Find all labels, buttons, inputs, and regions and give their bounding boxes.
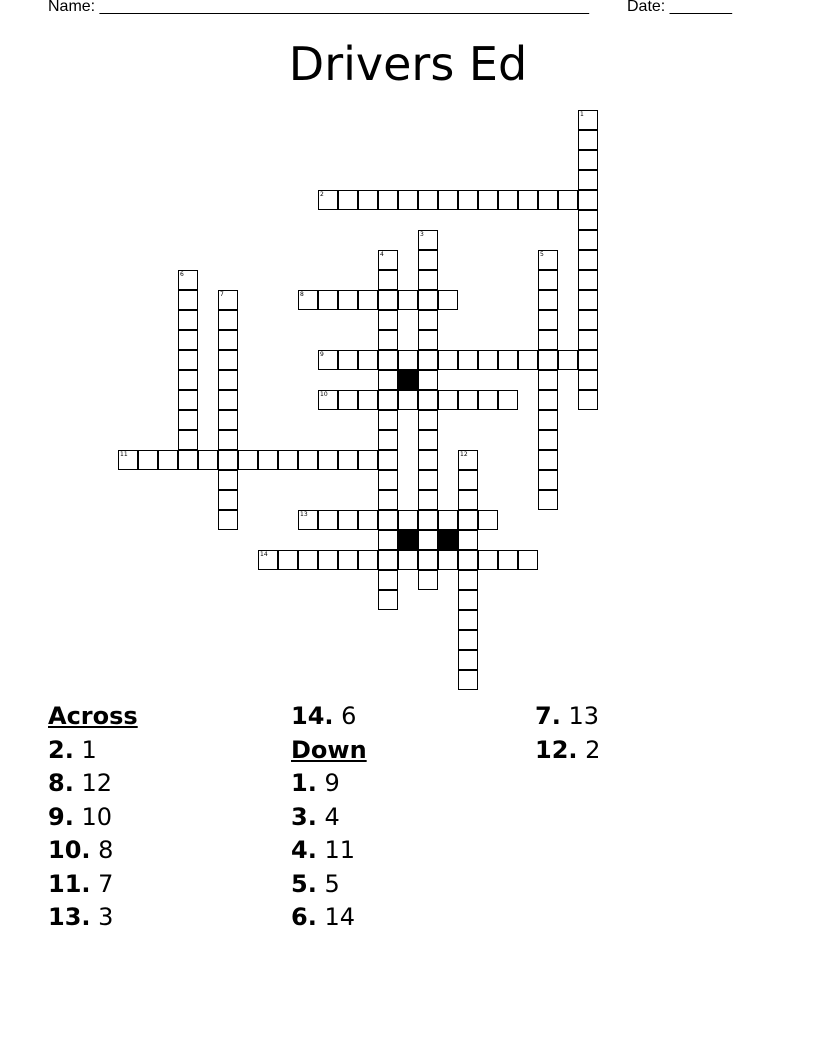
crossword-cell[interactable]	[578, 150, 598, 170]
crossword-cell[interactable]	[398, 550, 418, 570]
crossword-cell[interactable]	[498, 350, 518, 370]
clue-item-number: 4.	[291, 836, 317, 864]
crossword-cell[interactable]	[398, 290, 418, 310]
clue-number: 14	[260, 551, 268, 558]
crossword-cell[interactable]	[238, 450, 258, 470]
crossword-cell[interactable]	[338, 350, 358, 370]
crossword-cell[interactable]	[418, 430, 438, 450]
name-field-label: Name: _______________________________________________________	[48, 0, 589, 15]
crossword-cell[interactable]	[418, 370, 438, 390]
clue-item	[291, 801, 367, 835]
crossword-cell[interactable]	[538, 330, 558, 350]
clue-item	[48, 901, 138, 935]
crossword-cell[interactable]	[538, 490, 558, 510]
crossword-cell[interactable]	[338, 390, 358, 410]
clue-item	[291, 767, 367, 801]
crossword-cell[interactable]	[578, 110, 598, 130]
clue-item	[291, 700, 367, 734]
crossword-cell[interactable]	[418, 550, 438, 570]
clue-item-number: 5.	[291, 869, 317, 898]
crossword-cell[interactable]	[458, 470, 478, 490]
crossword-cell[interactable]	[178, 270, 198, 290]
clue-number: 7	[220, 291, 224, 298]
crossword-cell[interactable]	[418, 510, 438, 530]
crossword-cell[interactable]	[318, 290, 338, 310]
crossword-cell[interactable]	[218, 350, 238, 370]
clue-item-text: 2	[577, 735, 601, 764]
crossword-cell[interactable]	[538, 470, 558, 490]
crossword-cell[interactable]	[458, 390, 478, 410]
crossword-cell[interactable]	[218, 450, 238, 470]
crossword-cell[interactable]	[518, 550, 538, 570]
clue-item-number: 8.	[48, 769, 74, 797]
clue-item-text: 11	[316, 836, 355, 864]
clue-item-text: 10	[73, 802, 112, 831]
crossword-cell[interactable]	[378, 290, 398, 310]
crossword-cell[interactable]	[538, 250, 558, 270]
crossword-cell[interactable]	[278, 450, 298, 470]
clue-item-text: 4	[316, 802, 340, 831]
crossword-cell[interactable]	[358, 510, 378, 530]
clue-number: 2	[320, 191, 324, 198]
clue-number: 9	[320, 351, 324, 358]
crossword-cell[interactable]	[578, 350, 598, 370]
crossword-cell[interactable]	[358, 190, 378, 210]
crossword-cell[interactable]	[218, 410, 238, 430]
crossword-cell[interactable]	[458, 650, 478, 670]
crossword-cell[interactable]	[578, 270, 598, 290]
crossword-cell[interactable]	[418, 250, 438, 270]
crossword-cell[interactable]	[178, 450, 198, 470]
clue-item-number: 9.	[48, 802, 74, 831]
crossword-cell[interactable]	[578, 210, 598, 230]
crossword-cell[interactable]	[338, 510, 358, 530]
crossword-cell[interactable]	[118, 450, 138, 470]
crossword-cell[interactable]	[538, 450, 558, 470]
crossword-cell[interactable]	[578, 330, 598, 350]
clue-number: 12	[460, 451, 468, 458]
clue-column-3	[535, 700, 600, 767]
clue-item-number: 10.	[48, 836, 91, 864]
crossword-cell[interactable]	[418, 230, 438, 250]
clue-item-text: 9	[316, 769, 340, 797]
crossword-cell[interactable]	[298, 290, 318, 310]
crossword-cell[interactable]	[378, 190, 398, 210]
clue-item-number: 2.	[48, 735, 74, 764]
clue-item	[48, 767, 138, 801]
crossword-cell[interactable]	[578, 250, 598, 270]
crossword-cell[interactable]	[538, 430, 558, 450]
page-title: Drivers Ed	[288, 37, 528, 91]
crossword-cell[interactable]	[358, 290, 378, 310]
crossword-cell[interactable]	[538, 310, 558, 330]
crossword-cell[interactable]	[178, 290, 198, 310]
clue-item	[48, 834, 138, 868]
clue-item	[291, 868, 367, 902]
crossword-cell[interactable]	[138, 450, 158, 470]
crossword-cell[interactable]	[578, 310, 598, 330]
crossword-cell[interactable]	[218, 490, 238, 510]
crossword-cell[interactable]	[458, 630, 478, 650]
crossword-cell[interactable]	[178, 330, 198, 350]
crossword-cell[interactable]	[518, 350, 538, 370]
crossword-cell[interactable]	[318, 450, 338, 470]
clue-number: 6	[180, 271, 184, 278]
crossword-cell[interactable]	[318, 390, 338, 410]
clue-item-number: 11.	[48, 869, 91, 898]
crossword-cell[interactable]	[378, 530, 398, 550]
crossword-cell[interactable]	[418, 450, 438, 470]
clue-section-heading	[48, 700, 138, 734]
crossword-cell[interactable]	[518, 190, 538, 210]
crossword-cell[interactable]	[298, 550, 318, 570]
crossword-cell[interactable]	[218, 430, 238, 450]
crossword-cell[interactable]	[318, 550, 338, 570]
black-cell	[398, 370, 418, 390]
crossword-cell[interactable]	[458, 590, 478, 610]
crossword-cell[interactable]	[418, 530, 438, 550]
crossword-cell[interactable]	[478, 510, 498, 530]
crossword-cell[interactable]	[578, 190, 598, 210]
crossword-cell[interactable]	[478, 190, 498, 210]
crossword-cell[interactable]	[338, 550, 358, 570]
crossword-cell[interactable]	[398, 190, 418, 210]
crossword-cell[interactable]	[378, 410, 398, 430]
crossword-cell[interactable]	[218, 390, 238, 410]
crossword-cell[interactable]	[218, 330, 238, 350]
black-cell	[438, 530, 458, 550]
crossword-cell[interactable]	[478, 390, 498, 410]
crossword-cell[interactable]	[378, 510, 398, 530]
clue-column-2	[291, 700, 367, 935]
crossword-cell[interactable]	[458, 570, 478, 590]
crossword-cell[interactable]	[538, 370, 558, 390]
crossword-cell[interactable]	[398, 390, 418, 410]
crossword-cell[interactable]	[278, 550, 298, 570]
crossword-cell[interactable]	[258, 450, 278, 470]
crossword-cell[interactable]	[578, 290, 598, 310]
crossword-cell[interactable]	[458, 550, 478, 570]
crossword-cell[interactable]	[438, 390, 458, 410]
crossword-cell[interactable]	[378, 390, 398, 410]
clue-item-text: 13	[560, 702, 599, 730]
crossword-cell[interactable]	[418, 270, 438, 290]
crossword-cell[interactable]	[378, 450, 398, 470]
crossword-cell[interactable]	[418, 570, 438, 590]
crossword-cell[interactable]	[358, 450, 378, 470]
clue-item-text: 8	[90, 836, 114, 864]
crossword-cell[interactable]	[418, 290, 438, 310]
clue-column-1	[48, 700, 138, 935]
crossword-cell[interactable]	[418, 330, 438, 350]
crossword-cell[interactable]	[458, 510, 478, 530]
black-cell	[398, 530, 418, 550]
clue-item-text: 12	[73, 769, 112, 797]
clue-number: 13	[300, 511, 308, 518]
crossword-cell[interactable]	[458, 610, 478, 630]
crossword-cell[interactable]	[378, 590, 398, 610]
clue-item-text: 5	[316, 869, 340, 898]
crossword-cell[interactable]	[418, 490, 438, 510]
clue-item	[291, 901, 367, 935]
crossword-cell[interactable]	[558, 190, 578, 210]
crossword-cell[interactable]	[338, 290, 358, 310]
crossword-cell[interactable]	[458, 670, 478, 690]
crossword-cell[interactable]	[178, 350, 198, 370]
crossword-cell[interactable]	[358, 350, 378, 370]
crossword-cell[interactable]	[398, 510, 418, 530]
crossword-cell[interactable]	[538, 390, 558, 410]
clue-number: 5	[540, 251, 544, 258]
crossword-cell[interactable]	[498, 550, 518, 570]
crossword-cell[interactable]	[178, 310, 198, 330]
crossword-cell[interactable]	[418, 470, 438, 490]
crossword-cell[interactable]	[578, 390, 598, 410]
crossword-cell[interactable]	[358, 550, 378, 570]
crossword-cell[interactable]	[338, 190, 358, 210]
crossword-cell[interactable]	[578, 370, 598, 390]
crossword-cell[interactable]	[538, 270, 558, 290]
crossword-cell[interactable]	[178, 430, 198, 450]
crossword-cell[interactable]	[378, 330, 398, 350]
crossword-cell[interactable]	[458, 450, 478, 470]
crossword-cell[interactable]	[198, 450, 218, 470]
crossword-cell[interactable]	[538, 350, 558, 370]
crossword-cell[interactable]	[318, 350, 338, 370]
crossword-cell[interactable]	[338, 450, 358, 470]
crossword-cell[interactable]	[258, 550, 278, 570]
crossword-cell[interactable]	[458, 530, 478, 550]
crossword-cell[interactable]	[158, 450, 178, 470]
crossword-cell[interactable]	[358, 390, 378, 410]
clue-item-number: 7.	[535, 702, 561, 730]
clue-item-number: 14.	[291, 702, 334, 730]
clue-item-text: 14	[316, 903, 355, 931]
crossword-cell[interactable]	[378, 550, 398, 570]
crossword-cell[interactable]	[398, 350, 418, 370]
crossword-cell[interactable]	[538, 290, 558, 310]
crossword-cell[interactable]	[218, 290, 238, 310]
crossword-cell[interactable]	[378, 430, 398, 450]
crossword-cell[interactable]	[558, 350, 578, 370]
clue-item-text: 3	[90, 903, 114, 931]
crossword-cell[interactable]	[418, 350, 438, 370]
crossword-cell[interactable]	[378, 350, 398, 370]
crossword-cell[interactable]	[178, 410, 198, 430]
crossword-cell[interactable]	[298, 450, 318, 470]
crossword-cell[interactable]	[578, 230, 598, 250]
crossword-cell[interactable]	[418, 410, 438, 430]
section-heading-text: Down	[291, 735, 367, 764]
crossword-cell[interactable]	[378, 490, 398, 510]
clue-number: 3	[420, 231, 424, 238]
clue-number: 8	[300, 291, 304, 298]
crossword-cell[interactable]	[538, 190, 558, 210]
clue-item	[48, 868, 138, 902]
crossword-cell[interactable]	[378, 570, 398, 590]
crossword-cell[interactable]	[498, 390, 518, 410]
clue-item	[48, 801, 138, 835]
clue-item-number: 3.	[291, 802, 317, 831]
crossword-cell[interactable]	[318, 190, 338, 210]
crossword-cell[interactable]	[378, 270, 398, 290]
clue-item-number: 13.	[48, 903, 91, 931]
clue-item-number: 12.	[535, 735, 578, 764]
crossword-cell[interactable]	[378, 370, 398, 390]
crossword-cell[interactable]	[418, 390, 438, 410]
crossword-cell[interactable]	[478, 550, 498, 570]
crossword-cell[interactable]	[438, 510, 458, 530]
section-heading-text: Across	[48, 702, 138, 730]
clue-item	[48, 734, 138, 768]
crossword-cell[interactable]	[218, 370, 238, 390]
clue-item-text: 6	[333, 702, 357, 730]
clue-item-number: 1.	[291, 769, 317, 797]
crossword-cell[interactable]	[438, 190, 458, 210]
crossword-cell[interactable]	[458, 190, 478, 210]
clue-number: 4	[380, 251, 384, 258]
crossword-cell[interactable]	[178, 390, 198, 410]
date-field-label: Date: _______	[627, 0, 732, 15]
clue-section-heading	[291, 734, 367, 768]
clue-number: 10	[320, 391, 328, 398]
crossword-cell[interactable]	[218, 310, 238, 330]
crossword-cell[interactable]	[218, 510, 238, 530]
crossword-cell[interactable]	[458, 350, 478, 370]
clue-number: 1	[580, 111, 584, 118]
clue-item	[535, 700, 600, 734]
clue-item	[535, 734, 600, 768]
crossword-cell[interactable]	[218, 470, 238, 490]
crossword-cell[interactable]	[538, 410, 558, 430]
crossword-cell[interactable]	[458, 490, 478, 510]
crossword-cell[interactable]	[438, 550, 458, 570]
crossword-cell[interactable]	[418, 190, 438, 210]
crossword-cell[interactable]	[438, 290, 458, 310]
crossword-cell[interactable]	[378, 310, 398, 330]
crossword-cell[interactable]	[178, 370, 198, 390]
crossword-cell[interactable]	[578, 170, 598, 190]
clue-item-number: 6.	[291, 903, 317, 931]
crossword-cell[interactable]	[498, 190, 518, 210]
clue-item	[291, 834, 367, 868]
clue-item-text: 7	[90, 869, 114, 898]
crossword-cell[interactable]	[378, 250, 398, 270]
crossword-cell[interactable]	[418, 310, 438, 330]
crossword-cell[interactable]	[478, 350, 498, 370]
crossword-cell[interactable]	[378, 470, 398, 490]
crossword-cell[interactable]	[578, 130, 598, 150]
crossword-cell[interactable]	[298, 510, 318, 530]
clue-number: 11	[120, 451, 128, 458]
clue-item-text: 1	[73, 735, 97, 764]
crossword-cell[interactable]	[438, 350, 458, 370]
crossword-cell[interactable]	[318, 510, 338, 530]
